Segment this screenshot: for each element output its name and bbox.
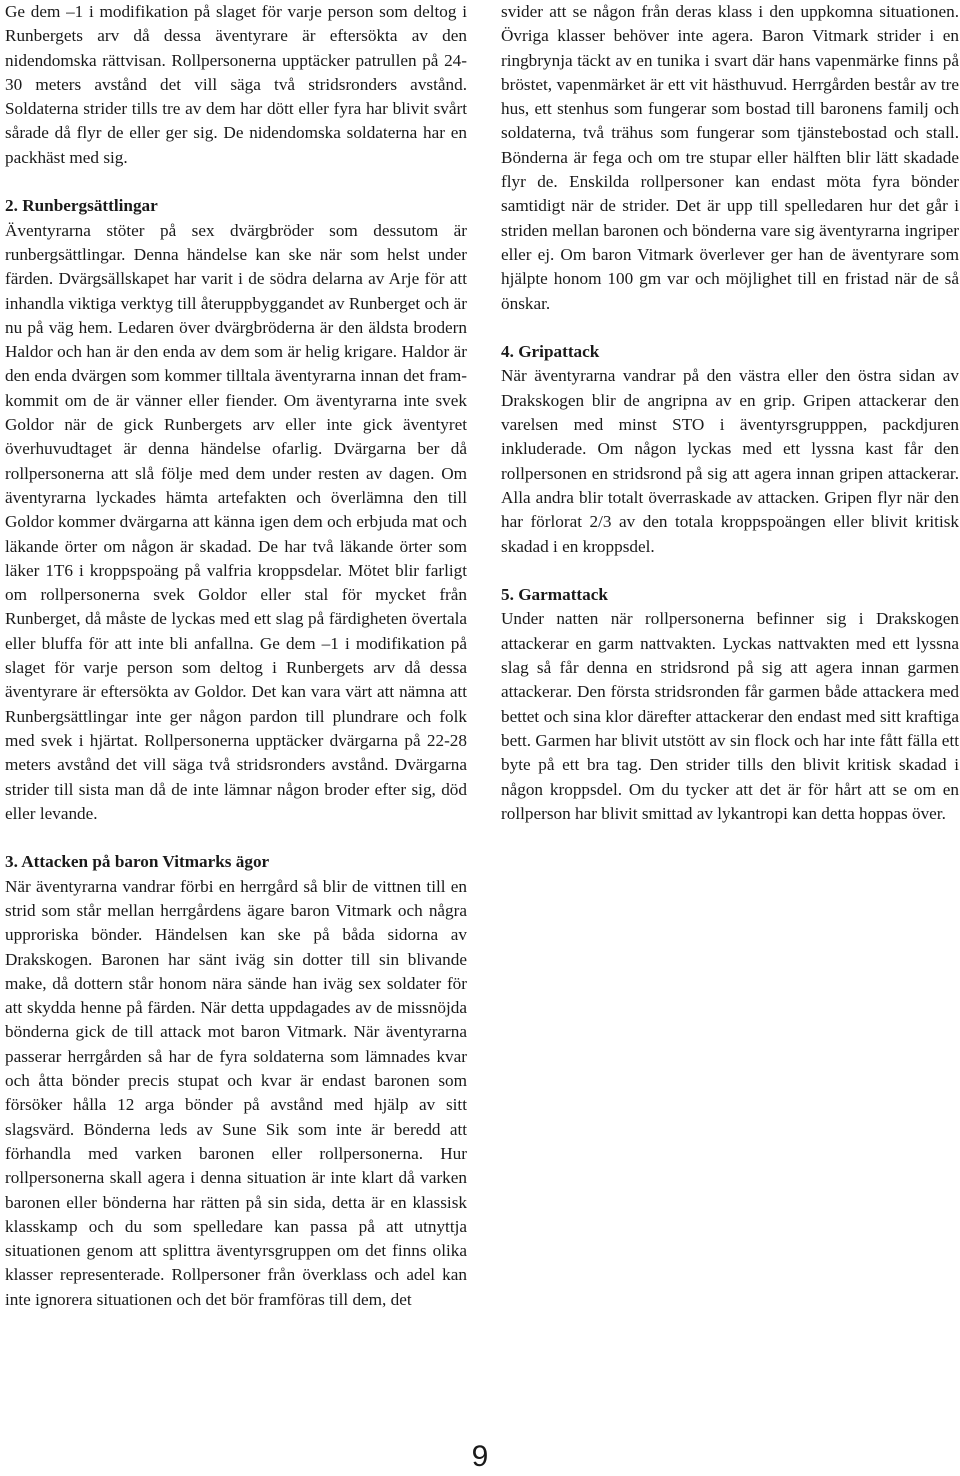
- section-body-runbergsattlingar: Äventyrarna stöter på sex dvärgbröder som dessutom är runbergsättlingar. Denna händelse kan ske när som helst under färden. Dvärgsällskapet har varit i de södra delarna av Arje för att inhandla viktiga verktyg till återuppbyggandet av Runberget och är nu på väg hem. Ledaren över dvärgbröderna är den äldsta brodern Haldor och han är den enda av dem som är helig krigare. Haldor är den enda dvärgen som kommer tilltala äventyrarna innan det framkommit om de är vänner eller fiender. Om äventyrarna inte svek Goldor när de gick Runbergets arv eller inte gick äventyret överhuvudtaget är denna händelse ofarlig. Dvärgarna ber då rollpersonerna att slå följe med dem under resten av dagen. Om äventyrarna lyckades hämta artefakten och överlämna den till Goldor kommer dvärgarna att känna igen dem och erbjuda mat och läkande örter om någon är skadad. De har två läkande örter som läker 1T6 i kroppspoäng på valfria kroppsdelar. Mötet blir farligt om rollpersonerna svek Goldor eller stal för mycket från Runberget, då måste de lyckas med ett slag på färdigheten övertala eller bluffa för att inte bli anfallna. Ge dem –1 i modifikation på slaget för varje person som deltog i Runbergets arv då dessa äventyrare är eftersökta av Goldor. Det kan vara värt att nämna att Runbergsättlingar inte ger någon pardon till plundrare och folk med svek i hjärtat. Rollpersonerna upptäcker dvärgarna på 22-28 meters avstånd det vill säga två stridsronders avstånd. Dvärgarna strider till sista man då de inte lämnar någon broder efter sig, död eller levande.: [5, 220, 467, 823]
- section-heading-attacken: 3. Attacken på baron Vitmarks ägor: [5, 852, 270, 872]
- section-heading-garmattack: 5. Garmattack: [501, 585, 608, 605]
- paragraph-gap: [5, 170, 467, 194]
- paragraph-gap: [501, 559, 959, 583]
- section-heading-gripattack: 4. Gripattack: [501, 342, 600, 362]
- paragraph-gap: [5, 826, 467, 850]
- continuation-paragraph: svider att se någon från deras klass i den uppkomna situationen. Övriga klasser behöver inte agera. Baron Vitmark strider i en ringbrynja täckt av en tunika i svart där hans vapenmärke finns på bröstet, vapenmärket är ett vit hästhuvud. Herrgården består av tre hus, ett stenhus som fungerar som bostad till baronens familj och soldaterna, två trähus som fungerar som tjänstebostad och stall. Bönderna är fega och om tre stupar eller hälften blir lätt skadade flyr de. Enskilda rollpersoner kan endast möta fyra bönder samtidigt när de strider. Det är upp till spelledaren hur det går i striden mellan baronen och bönderna vare sig äventyrarna ingriper eller ej. Om baron Vitmark överlever ger han de äventyrare som hjälpte honom 100 gm var och möjlighet till en fristad när de så önskar.: [501, 2, 959, 313]
- intro-paragraph: Ge dem –1 i modifikation på slaget för varje person som deltog i Runbergets arv då dessa äventyrare är eftersökta av den nidendomska rättvisan. Rollpersonerna upptäcker patrullen på 24-30 meters avstånd det vill säga två stridsronders avstånd. Soldaterna strider tills tre av dem har dött eller fyra har blivit svårt sårade då flyr de eller ger sig. De nidendomska soldaterna har en packhäst med sig.: [5, 2, 467, 167]
- paragraph-gap: [501, 316, 959, 340]
- section-heading-runbergsattlingar: 2. Runbergsättlingar: [5, 196, 158, 216]
- right-column: [501, 0, 959, 826]
- section-body-gripattack: När äventyrarna vandrar på den västra eller den östra sidan av Drakskogen blir de angripna av en grip. Gripen attackerar den varelsen med minst STO i äventyrsgrupppen, packdjuren inkluderade. Om någon lyckas med ett lyssna kast får den rollpersonen en stridsrond på sig att agera innan gripen attackerar. Alla andra blir totalt överraskade av attacken. Gripen flyr när den har förlorat 2/3 av den totala kroppspoängen eller blivit kritisk skadad i en kroppsdel.: [501, 366, 959, 556]
- left-column: [5, 0, 467, 1312]
- section-body-garmattack: Under natten när rollpersonerna befinner sig i Drakskogen attackerar en garm nattvakten. Lyckas nattvakten med ett lyssna slag så får denna en stridsrond på sig att agera innan garmen attackerar. Den första stridsronden får garmen både attackera med bettet och sina klor därefter attackerar den endast med sitt kraftiga bett. Garmen har blivit utstött av sin flock och har inte fått fälla ett byte på ett bra tag. Den strider tills den blivit kritisk skadad i någon kroppsdel. Om du tycker att det är för hårt att se om en rollperson har blivit smittad av lykantropi kan detta hoppas över.: [501, 609, 959, 823]
- section-body-attacken: När äventyrarna vandrar förbi en herrgård så blir de vittnen till en strid som står mellan herrgårdens ägare baron Vitmark och några upproriska bönder. Händelsen kan ske på båda sidorna av Drakskogen. Baronen har sänt iväg sin dotter till sin blivande make, då dottern står honom nära sände han iväg sex soldater för att skydda henne på färden. När detta uppdagades av de missnöjda bönderna gick de till attack mot baron Vitmark. När äventyrarna passerar herrgården så har de fyra soldaterna som lämnades kvar och åtta bönder precis stupat och kvar är endast baronen som försöker hålla 12 arga bönder på avstånd med hjälp av sitt slagsvärd. Bönderna leds av Sune Sik som inte är beredd att förhandla med varken baronen eller rollpersonerna. Hur rollpersonerna skall agera i denna situation är inte klart då varken baronen eller bönderna har rätten på sin sida, detta är en klassisk klasskamp och du som spelledare kan passa på att utnyttja situationen genom att splittra äventyrsgruppen om det finns olika klasser representerade. Rollpersoner från överklass och adel kan inte ignorera situationen och det bör framföras till dem, det: [5, 876, 467, 1309]
- page-number: 9: [471, 1440, 489, 1473]
